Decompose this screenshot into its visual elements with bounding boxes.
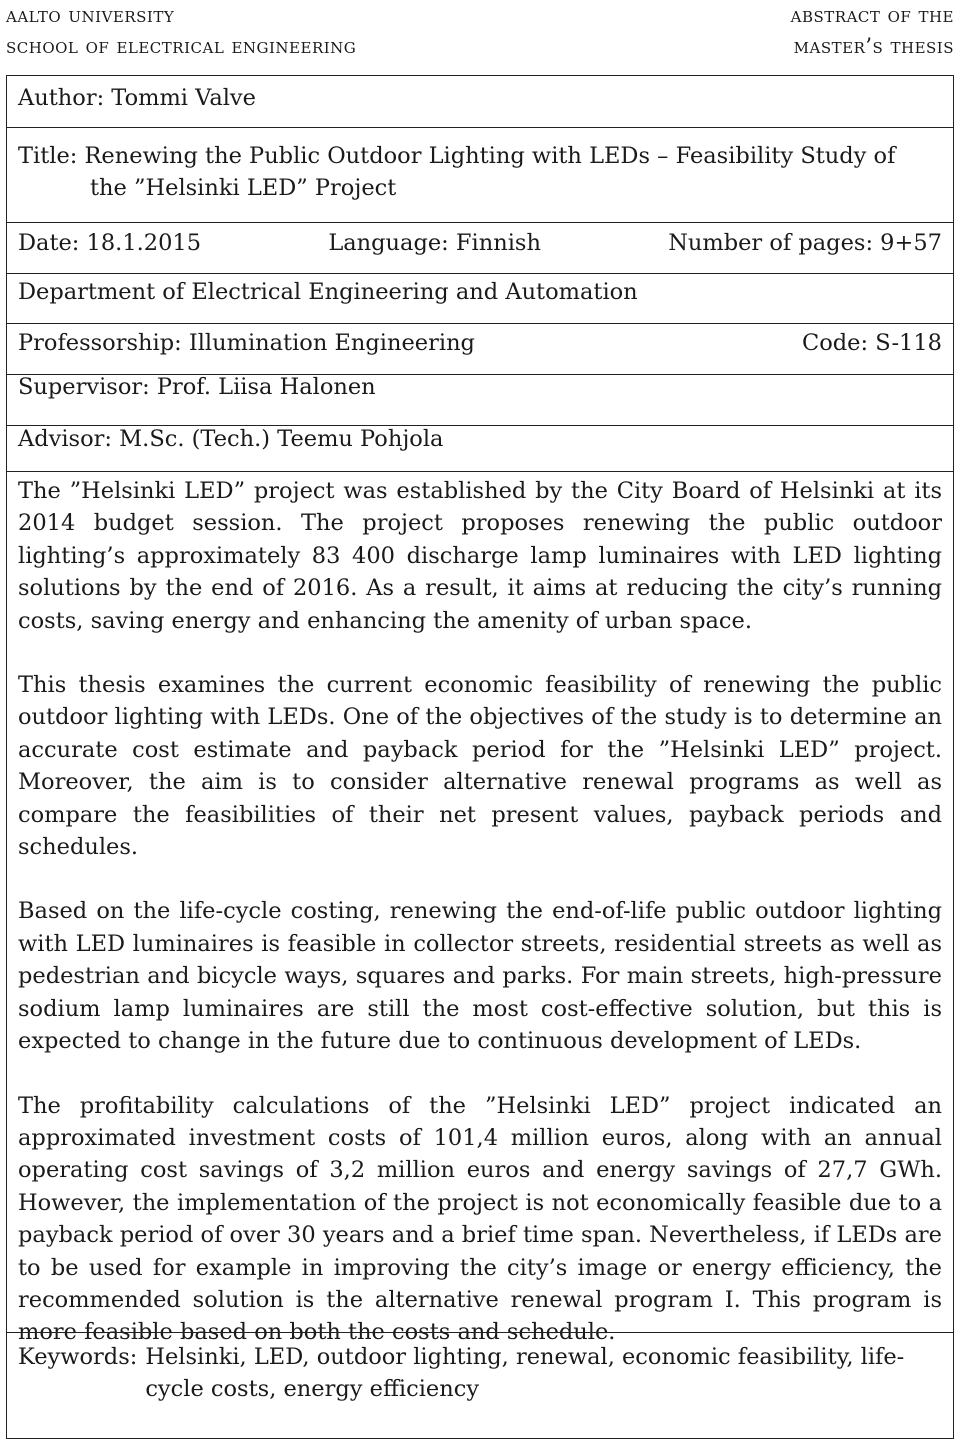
abstract-paragraph-1: The ”Helsinki LED” project was established by the City Board of Helsinki at its 2014 budget session. The project proposes renewing the public outdoor lighting’s approximately 83 400 discharge lamp luminaires with LED lighting solutions by the end of 2016. As a result, it aims at reducing the city’s running costs, saving energy and enhancing the amenity of urban space.: [18, 478, 942, 634]
title-field: [18, 140, 942, 204]
abstract-paragraph-3: Based on the life-cycle costing, renewing the end-of-life public outdoor lighting with LED luminaires is feasible in collector streets, residential streets as well as pedestrian and bicycle ways, squares and parks. For main streets, high-pressure sodium lamp luminaires are still the most cost-effective solution, but this is expected to change in the future due to continuous development of LEDs.: [18, 898, 942, 1055]
keywords-row: [7, 1332, 953, 1402]
school-name: school of electrical engineering: [6, 34, 357, 58]
professorship-row: [7, 324, 953, 375]
abstract-paragraph-2: This thesis examines the current economic feasibility of renewing the public outdoor lighting with LEDs. One of the objectives of the study is to determine an accurate cost estimate and payback period for the ”Helsinki LED” project. Moreover, the aim is to consider alternative renewal programs as well as compare the feasibilities of their net present values, payback periods and schedules.: [18, 672, 942, 861]
document-type-line2: master’s thesis: [793, 34, 954, 58]
code-field: Code: S-118: [802, 330, 942, 356]
document-type-block: [791, 0, 954, 62]
title-line-1: Title: Renewing the Public Outdoor Lighting with LEDs – Feasibility Study of: [18, 143, 896, 169]
professorship-field: Professorship: Illumination Engineering: [18, 330, 475, 356]
department-field: Department of Electrical Engineering and Automation: [18, 279, 638, 305]
keywords-text: Helsinki, LED, outdoor lighting, renewal, economic feasibility, life-cycle costs, energy efficiency: [145, 1344, 905, 1402]
language-field: Language: Finnish: [328, 230, 541, 256]
pages-field: Number of pages: 9+57: [668, 230, 942, 256]
supervisor-row: [7, 375, 953, 426]
abstract-body: [18, 475, 942, 1381]
document-type-line1: abstract of the: [790, 3, 954, 27]
abstract-paragraph-4: The profitability calculations of the ”Helsinki LED” project indicated an approximated investment costs of 101,4 million euros, along with an annual operating cost savings of 3,2 million euros and energy savings of 27,7 GWh. However, the implementation of the project is not economically feasible due to a payback period of over 30 years and a brief time span. Nevertheless, if LEDs are to be used for example in improving the city’s image or energy efficiency, the recommended solution is the alternative renewal program I. This program is more feasible based on both the costs and schedule.: [18, 1092, 942, 1346]
author-row: [7, 76, 953, 128]
advisor-field: Advisor: M.Sc. (Tech.) Teemu Pohjola: [18, 426, 444, 452]
page-header: [6, 0, 954, 80]
date-language-pages: [18, 227, 942, 259]
professorship-code: [18, 327, 942, 359]
advisor-row: [7, 426, 953, 472]
keywords-field: [18, 1341, 938, 1405]
keywords-label: Keywords:: [18, 1344, 138, 1370]
supervisor-field: Supervisor: Prof. Liisa Halonen: [18, 374, 376, 400]
date-row: [7, 223, 953, 274]
author-field: Author: Tommi Valve: [18, 85, 256, 111]
title-line-2: the ”Helsinki LED” Project: [90, 175, 397, 201]
date-field: Date: 18.1.2015: [18, 230, 202, 256]
abstract-frame: [6, 75, 954, 1439]
department-row: [7, 274, 953, 324]
university-block: [6, 0, 356, 62]
title-row: [7, 128, 953, 223]
university-name: aalto university: [6, 3, 175, 27]
